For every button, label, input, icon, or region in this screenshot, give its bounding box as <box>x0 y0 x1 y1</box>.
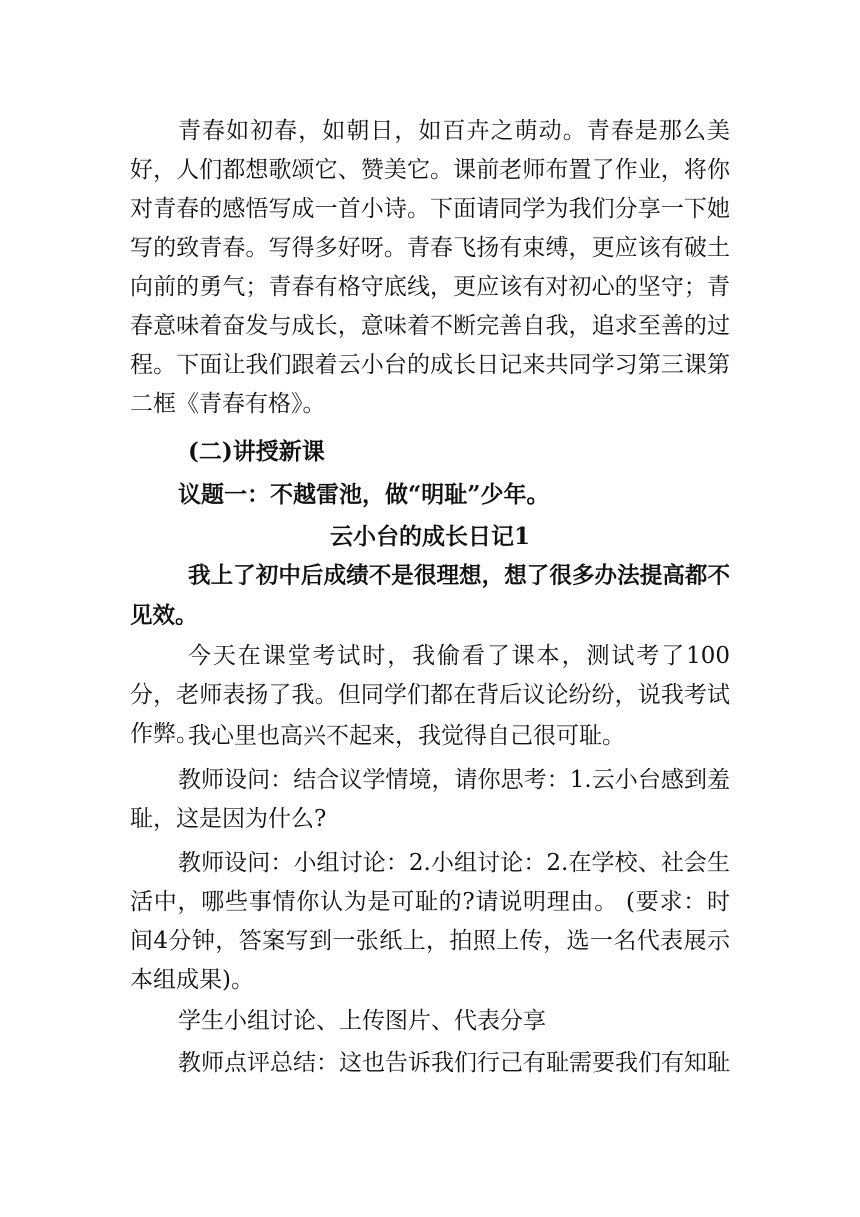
teacher-summary: 教师点评总结：这也告诉我们行己有耻需要我们有知耻 <box>178 1050 730 1076</box>
student-activity: 学生小组讨论、上传图片、代表分享 <box>178 1008 546 1034</box>
topic-heading: 议题一：不越雷池，做“明耻”少年。 <box>178 481 550 508</box>
intro-paragraph: 青春如初春，如朝日，如百卉之萌动。青春是那么美好，人们都想歌颂它、赞美它。课前老师布置了作业，将你对青春的感悟写成一首小诗。下面请同学为我们分享一下她写的致青春。写得多好呀。青春飞扬有束缚，更应该有破土向前的勇气；青春有格守底线，更应该有对初心的坚守；青春意味着奋发与成长，意味着不断完善自我，追求至善的过程。下面让我们跟着云小台的成长日记来共同学习第三课第二框《青春有格》。 <box>130 118 730 417</box>
diary-title: 云小台的成长日记1 <box>329 523 530 550</box>
section-heading: (二)讲授新课 <box>188 438 325 465</box>
diary-bold-paragraph: 我上了初中后成绩不是很理想，想了很多办法提高都不见效。 <box>130 563 730 629</box>
teacher-question-1: 教师设问：结合议学情境，请你思考：1.云小台感到羞耻，这是因为什么? <box>130 767 730 832</box>
diary-paragraph-1: 今天在课堂考试时，我偷看了课本，测试考了100分，老师表扬了我。但同学们都在背后议论纷纷，说我考试作弊。 <box>130 643 730 747</box>
diary-paragraph-2: 我心里也高兴不起来，我觉得自己很可耻。 <box>188 723 625 749</box>
teacher-question-2: 教师设问：小组讨论：2.小组讨论：2.在学校、社会生活中，哪些事情你认为是可耻的?请说明理由。 (要求：时间4分钟，答案写到一张纸上，拍照上传，选一名代表展示本组成果)。 <box>130 850 730 993</box>
